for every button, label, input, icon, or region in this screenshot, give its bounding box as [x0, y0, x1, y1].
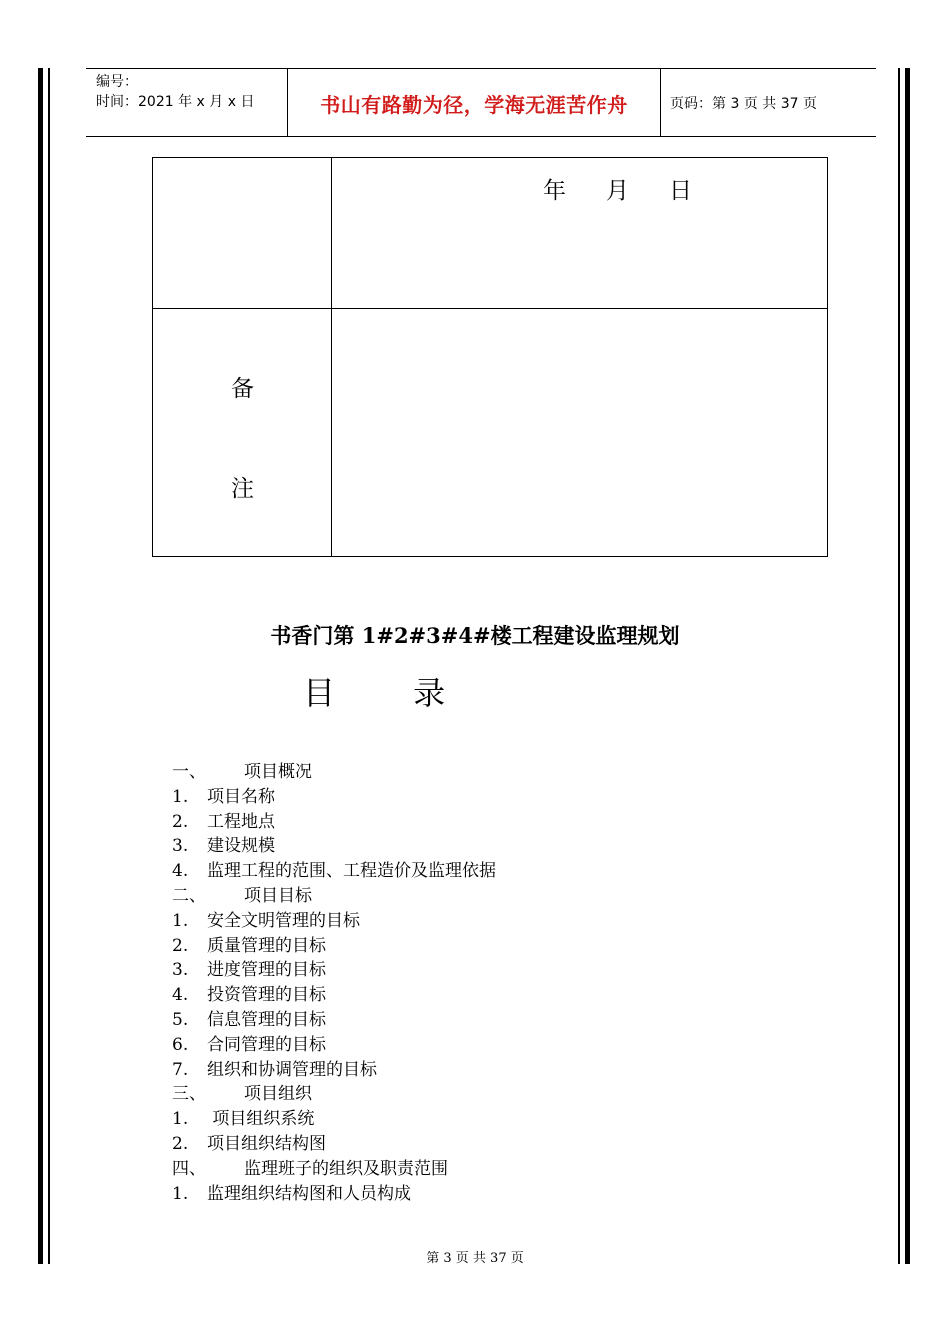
document-title: 书香门第 1#2#3#4#楼工程建设监理规划 [270, 623, 680, 648]
toc-item [172, 1182, 496, 1207]
toc-item [172, 1132, 496, 1157]
toc-item-number: 2. [172, 811, 189, 832]
toc-section [172, 1082, 496, 1107]
toc-section [172, 1157, 496, 1182]
toc-section-title: 项目目标 [244, 885, 312, 906]
toc-item-text: 项目组织结构图 [207, 1133, 326, 1154]
header-page-info: 页码：第 3 页 共 37 页 [670, 96, 817, 112]
toc-item-number: 1. [172, 786, 189, 807]
header-top-rule [86, 68, 876, 69]
toc-item-number: 1. [172, 1183, 189, 1204]
toc-section-number: 三、 [172, 1084, 206, 1105]
toc-item [172, 958, 496, 983]
right-border-bar-thick [905, 68, 910, 1264]
toc-item-number: 4. [172, 861, 189, 882]
form-table [152, 157, 828, 557]
toc-section-title: 项目概况 [244, 762, 312, 782]
toc-item-number: 5. [172, 1009, 189, 1030]
table-row-divider [153, 308, 827, 309]
toc-item-text: 组织和协调管理的目标 [207, 1059, 377, 1080]
toc-item [172, 983, 496, 1008]
toc-item [172, 834, 496, 859]
header-divider-right [660, 68, 661, 136]
toc-item-number: 6. [172, 1034, 189, 1055]
toc-item-number: 3. [172, 836, 189, 857]
toc-item-text: 安全文明管理的目标 [207, 910, 360, 931]
left-border-bar-thick [38, 68, 43, 1264]
date-field [543, 172, 732, 205]
toc-section-number: 一、 [172, 762, 206, 782]
toc-section-number: 四、 [172, 1158, 206, 1179]
toc-section-title: 监理班子的组织及职责范围 [244, 1158, 448, 1179]
header-motto: 书山有路勤为径，学海无涯苦作舟 [320, 92, 628, 117]
header-meta [96, 72, 254, 112]
date-year-label: 年 [543, 178, 566, 204]
toc-item [172, 810, 496, 835]
toc-item [172, 859, 496, 884]
toc-item [172, 785, 496, 810]
toc-item-text: 建设规模 [207, 836, 275, 857]
right-border-bar-thin [898, 68, 900, 1264]
toc-item-text: 投资管理的目标 [207, 985, 326, 1006]
remark-label-char-2: 注 [231, 476, 254, 502]
left-border-bar-thin [48, 68, 50, 1264]
remark-label-char-1: 备 [231, 376, 254, 402]
toc-item-number: 1. [172, 1109, 189, 1130]
toc-item-text: 监理组织结构图和人员构成 [207, 1183, 411, 1204]
toc-item-number: 7. [172, 1059, 189, 1080]
toc-item-text: 合同管理的目标 [207, 1034, 326, 1055]
toc-heading: 目 录 [303, 674, 480, 712]
table-of-contents [172, 760, 496, 1206]
toc-section-title: 项目组织 [244, 1084, 312, 1105]
toc-item-text: 项目名称 [207, 786, 275, 807]
toc-item [172, 1058, 496, 1083]
toc-item-text: 项目组织系统 [207, 1109, 315, 1130]
toc-item-text: 质量管理的目标 [207, 935, 326, 956]
toc-item-text: 工程地点 [207, 811, 275, 832]
header-bottom-rule [86, 136, 876, 137]
header-time-label: 时间：2021 年 x 月 x 日 [96, 94, 255, 110]
header-number-label: 编号： [96, 74, 138, 90]
toc-item-number: 3. [172, 960, 189, 981]
toc-section [172, 884, 496, 909]
toc-item-text: 进度管理的目标 [207, 960, 326, 981]
toc-item-number: 4. [172, 985, 189, 1006]
toc-item-number: 1. [172, 910, 189, 931]
toc-item [172, 1107, 496, 1132]
toc-item [172, 934, 496, 959]
table-column-divider [331, 158, 332, 556]
toc-item [172, 909, 496, 934]
toc-item-number: 2. [172, 1133, 189, 1154]
toc-item-number: 2. [172, 935, 189, 956]
date-month-label: 月 [606, 178, 629, 204]
toc-section [172, 760, 496, 785]
toc-section-number: 二、 [172, 885, 206, 906]
toc-item [172, 1008, 496, 1033]
toc-item-text: 信息管理的目标 [207, 1009, 326, 1030]
toc-item-text: 监理工程的范围、工程造价及监理依据 [207, 861, 496, 882]
page-footer: 第 3 页 共 37 页 [426, 1251, 524, 1266]
date-day-label: 日 [669, 178, 692, 204]
toc-item [172, 1033, 496, 1058]
